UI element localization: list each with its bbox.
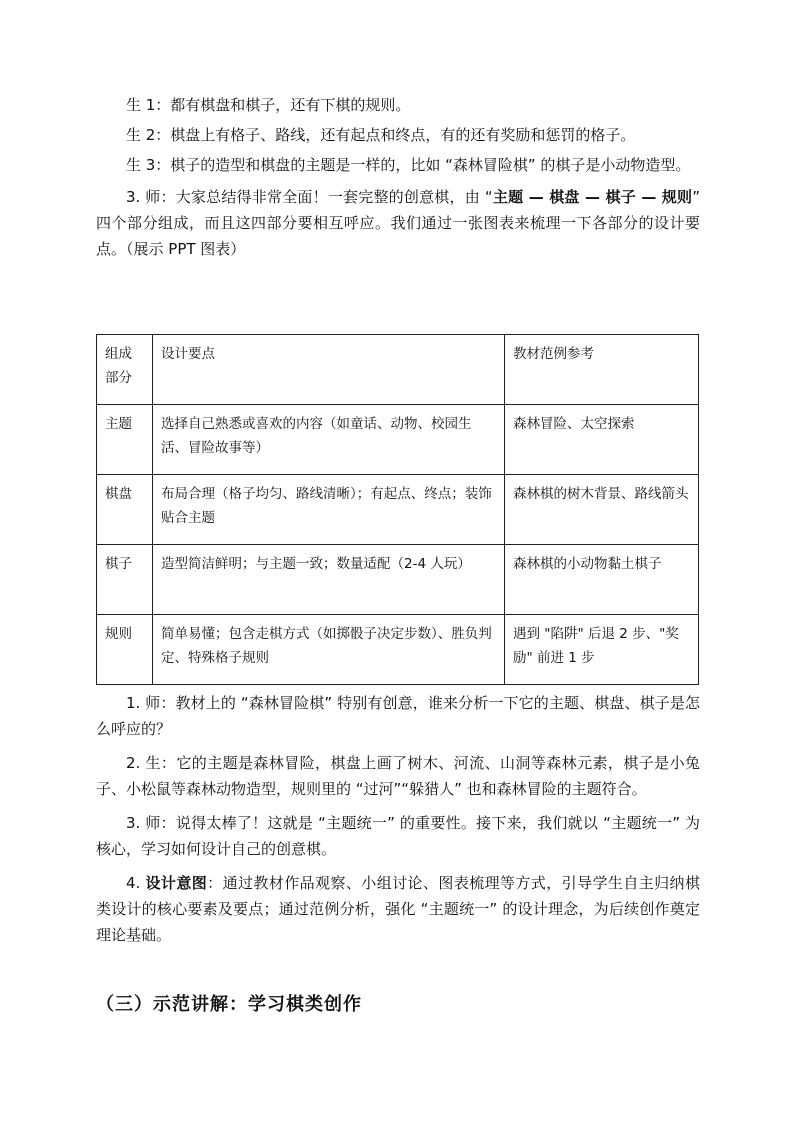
design-intent-text: ：通过教材作品观察、小组讨论、图表梳理等方式，引导学生自主归纳棋类设计的核心要素及要点；通过范例分析，强化 “主题统一” 的设计理念，为后续创作奠定理论基础。 (96, 874, 700, 944)
table-row (97, 475, 699, 545)
student-2-answer: 生 2：棋盘上有格子、路线，还有起点和终点，有的还有奖励和惩罚的格子。 (126, 126, 636, 144)
teacher-summary-pre: 3. 师：大家总结得非常全面！一套完整的创意棋，由 “ (126, 188, 493, 206)
student-3-answer: 生 3：棋子的造型和棋盘的主题是一样的，比如 “森林冒险棋” 的棋子是小动物造型。 (126, 156, 691, 174)
intro-block (96, 92, 700, 262)
table-cell: 布局合理（格子均匀、路线清晰）；有起点、终点；装饰贴合主题 (153, 475, 505, 545)
design-intent-label: 设计意图 (145, 874, 208, 892)
table-cell: 棋子 (97, 545, 153, 615)
header-cell-points: 设计要点 (153, 335, 505, 405)
table-cell: 主题 (97, 405, 153, 475)
section-heading: （三）示范讲解：学习棋类创作 (96, 994, 362, 1015)
table-cell: 森林冒险、太空探索 (505, 405, 699, 475)
table-cell: 规则 (97, 615, 153, 685)
table-row (97, 545, 699, 615)
table-cell: 造型简洁鲜明；与主题一致；数量适配（2-4 人玩） (153, 545, 505, 615)
design-intent-number: 4. (126, 874, 146, 892)
student-1-answer: 生 1：都有棋盘和棋子，还有下棋的规则。 (126, 96, 411, 114)
design-points-table (96, 334, 699, 685)
table-cell: 森林棋的树木背景、路线箭头 (505, 475, 699, 545)
teacher-summary (96, 184, 700, 262)
student-analysis: 2. 生：它的主题是森林冒险，棋盘上画了树木、河流、山洞等森林元素，棋子是小兔子、小松鼠等森林动物造型，规则里的 “过河”“躲猎人” 也和森林冒险的主题符合。 (96, 754, 700, 798)
table-row (97, 405, 699, 475)
teacher-summary-post: ” 四个部分组成，而且这四部分要相互呼应。我们通过一张图表来梳理一下各部分的设计要点。（展示 PPT 图表） (96, 188, 700, 258)
teacher-question: 1. 师：教材上的 “森林冒险棋” 特别有创意，谁来分析一下它的主题、棋盘、棋子是怎么呼应的？ (96, 694, 700, 738)
table-row (97, 615, 699, 685)
table-cell: 森林棋的小动物黏土棋子 (505, 545, 699, 615)
table-header-row (97, 335, 699, 405)
discussion-block (96, 690, 700, 948)
table-cell: 选择自己熟悉或喜欢的内容（如童话、动物、校园生活、冒险故事等） (153, 405, 505, 475)
four-parts-emphasis: 主题 — 棋盘 — 棋子 — 规则 (492, 188, 693, 206)
table-cell: 棋盘 (97, 475, 153, 545)
teacher-praise: 3. 师：说得太棒了！这就是 “主题统一” 的重要性。接下来，我们就以 “主题统一” 为核心，学习如何设计自己的创意棋。 (96, 814, 700, 858)
header-cell-part: 组成部分 (97, 335, 153, 405)
table-cell: 遇到 "陷阱" 后退 2 步、"奖励" 前进 1 步 (505, 615, 699, 685)
table-cell: 简单易懂；包含走棋方式（如掷骰子决定步数）、胜负判定、特殊格子规则 (153, 615, 505, 685)
header-cell-example: 教材范例参考 (505, 335, 699, 405)
design-intent (96, 870, 700, 948)
